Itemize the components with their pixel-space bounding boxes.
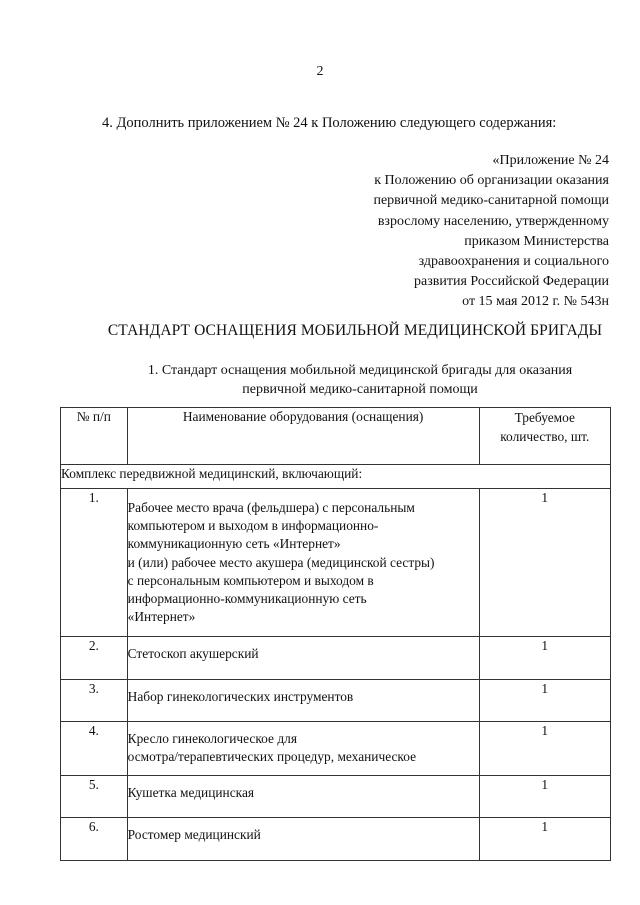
row-equipment-name xyxy=(127,679,479,721)
group-label: Комплекс передвижной медицинский, включающий: xyxy=(61,465,611,489)
equipment-name-line: Набор гинекологических инструментов xyxy=(127,688,354,704)
standard-title: СТАНДАРТ ОСНАЩЕНИЯ МОБИЛЬНОЙ МЕДИЦИНСКОЙ БРИГАДЫ xyxy=(107,322,603,339)
equipment-name-line: с персональным компьютером и выходом в xyxy=(127,572,374,588)
section-title-line: 1. Стандарт оснащения мобильной медицинской бригады для оказания xyxy=(147,363,573,378)
equipment-name-line: Рабочее место врача (фельдшера) с персональным xyxy=(127,500,415,515)
page-number: 2 xyxy=(316,64,324,79)
equipment-name-line: Ростомер медицинский xyxy=(127,827,261,843)
row-number: 4. xyxy=(61,721,128,775)
row-quantity: 1 xyxy=(479,818,610,860)
equipment-name-line: Стетоскоп акушерский xyxy=(127,646,259,662)
header-qty-line: Требуемое xyxy=(514,410,575,425)
appendix-line: приказом Министерства xyxy=(464,233,609,249)
appendix-line: взрослому населению, утвержденному xyxy=(377,213,609,229)
row-equipment-name xyxy=(127,721,479,775)
equipment-name-line: информационно-коммуникационную сеть xyxy=(127,591,367,607)
appendix-line: к Положению об организации оказания xyxy=(374,173,609,189)
row-number: 6. xyxy=(61,818,128,860)
table-row xyxy=(61,637,611,679)
row-quantity: 1 xyxy=(479,637,610,679)
appendix-line: «Приложение № 24 xyxy=(492,153,609,168)
header-num: № п/п xyxy=(61,408,128,465)
table-header-row xyxy=(61,408,611,465)
row-quantity: 1 xyxy=(479,679,610,721)
appendix-header xyxy=(373,151,609,313)
equipment-table xyxy=(60,407,611,861)
equipment-name-line: коммуникационную сеть «Интернет» xyxy=(127,536,341,552)
row-number: 5. xyxy=(61,776,128,818)
equipment-name-line: осмотра/терапевтических процедур, механическое xyxy=(127,749,417,765)
equipment-name-line: Кресло гинекологическое для xyxy=(127,730,297,746)
table-row xyxy=(61,818,611,860)
row-equipment-name xyxy=(127,818,479,860)
row-equipment-name xyxy=(127,489,479,637)
row-equipment-name xyxy=(127,776,479,818)
row-number: 2. xyxy=(61,637,128,679)
equipment-name-line: компьютером и выходом в информационно- xyxy=(127,518,379,534)
intro-paragraph: 4. Дополнить приложением № 24 к Положению следующего содержания: xyxy=(102,115,557,131)
appendix-line: развития Российской Федерации xyxy=(413,274,609,290)
row-quantity: 1 xyxy=(479,721,610,775)
section-title xyxy=(80,362,640,399)
header-qty xyxy=(479,408,610,465)
appendix-line: здравоохранения и социального xyxy=(418,254,609,270)
appendix-line: первичной медико-санитарной помощи xyxy=(373,193,609,209)
header-qty-line: количество, шт. xyxy=(500,429,590,444)
row-number: 1. xyxy=(61,489,128,637)
table-row xyxy=(61,679,611,721)
row-quantity: 1 xyxy=(479,489,610,637)
table-row xyxy=(61,721,611,775)
appendix-line: от 15 мая 2012 г. № 543н xyxy=(462,294,609,310)
header-name: Наименование оборудования (оснащения) xyxy=(127,408,479,465)
table-row xyxy=(61,776,611,818)
row-quantity: 1 xyxy=(479,776,610,818)
row-equipment-name xyxy=(127,637,479,679)
equipment-name-line: и (или) рабочее место акушера (медицинской сестры) xyxy=(127,554,435,570)
table-row xyxy=(61,489,611,637)
equipment-name-line: «Интернет» xyxy=(127,609,196,625)
equipment-name-line: Кушетка медицинская xyxy=(127,785,255,801)
row-number: 3. xyxy=(61,679,128,721)
section-title-line: первичной медико-санитарной помощи xyxy=(242,381,478,397)
table-group-row xyxy=(61,465,611,489)
